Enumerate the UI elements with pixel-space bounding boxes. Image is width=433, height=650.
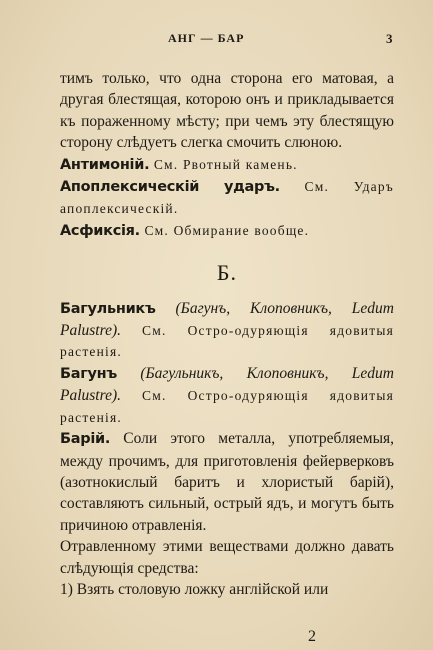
page-number: 3 <box>386 31 393 46</box>
entry-headword: Асфиксія. <box>60 222 140 239</box>
entry-reference: См. Ударъ апоплексическій. <box>60 179 394 217</box>
entry-apoplexy <box>60 176 394 220</box>
entry-reference: См. Обмирание вообще. <box>139 222 310 238</box>
treatment-paragraph: Отравленному этими веществами должно давать слѣдующія средства: <box>60 538 394 577</box>
running-title: АНГ — БАР <box>168 31 245 45</box>
entry-bariy <box>60 428 394 536</box>
entry-bagulnik <box>60 298 394 363</box>
entry-bagun <box>60 363 394 428</box>
entry-headword: Багунъ <box>60 365 117 382</box>
entry-synonyms: (Багунъ, Клоповникъ, Ledum Palustre). <box>60 299 394 340</box>
entry-headword: Барій. <box>60 431 111 448</box>
treatment-item-1: 1) Взять столовую ложку англійской или <box>60 580 329 598</box>
page-body <box>60 68 394 600</box>
entry-antimony <box>60 154 394 176</box>
entry-reference: См. Остро-одуряющія ядовитыя растенія. <box>60 388 394 425</box>
entry-headword: Апоплексическій ударъ. <box>60 179 280 196</box>
entry-headword: Антимоній. <box>60 156 150 173</box>
continuation-paragraph: тимъ только, что одна сторона его матовая, а другая блестящая, которою онъ и прикладывается къ пораженному мѣсту; при чемъ эту блестящую сторону слѣдуетъ слегка смочить слюною. <box>60 70 394 152</box>
entry-reference: См. Остро-одуряющія ядовитыя растенія. <box>60 323 394 360</box>
entry-text: Соли этого металла, употребляемыя, между прочимъ, для приготовленія фейерверковъ (азотнокислый баритъ и хлористый барій), составляютъ сильный, острый ядъ, и могутъ быть причиною отравленія. <box>60 430 394 534</box>
signature-mark: 2 <box>308 628 316 645</box>
entry-headword: Багульникъ <box>60 300 156 317</box>
running-header <box>0 31 433 49</box>
section-letter: Б. <box>216 260 238 286</box>
entry-synonyms: (Багульникъ, Клоповникъ, Ledum Palustre). <box>60 364 394 405</box>
entry-asphyxia <box>60 220 394 242</box>
entry-reference: См. Рвотный камень. <box>149 156 298 172</box>
